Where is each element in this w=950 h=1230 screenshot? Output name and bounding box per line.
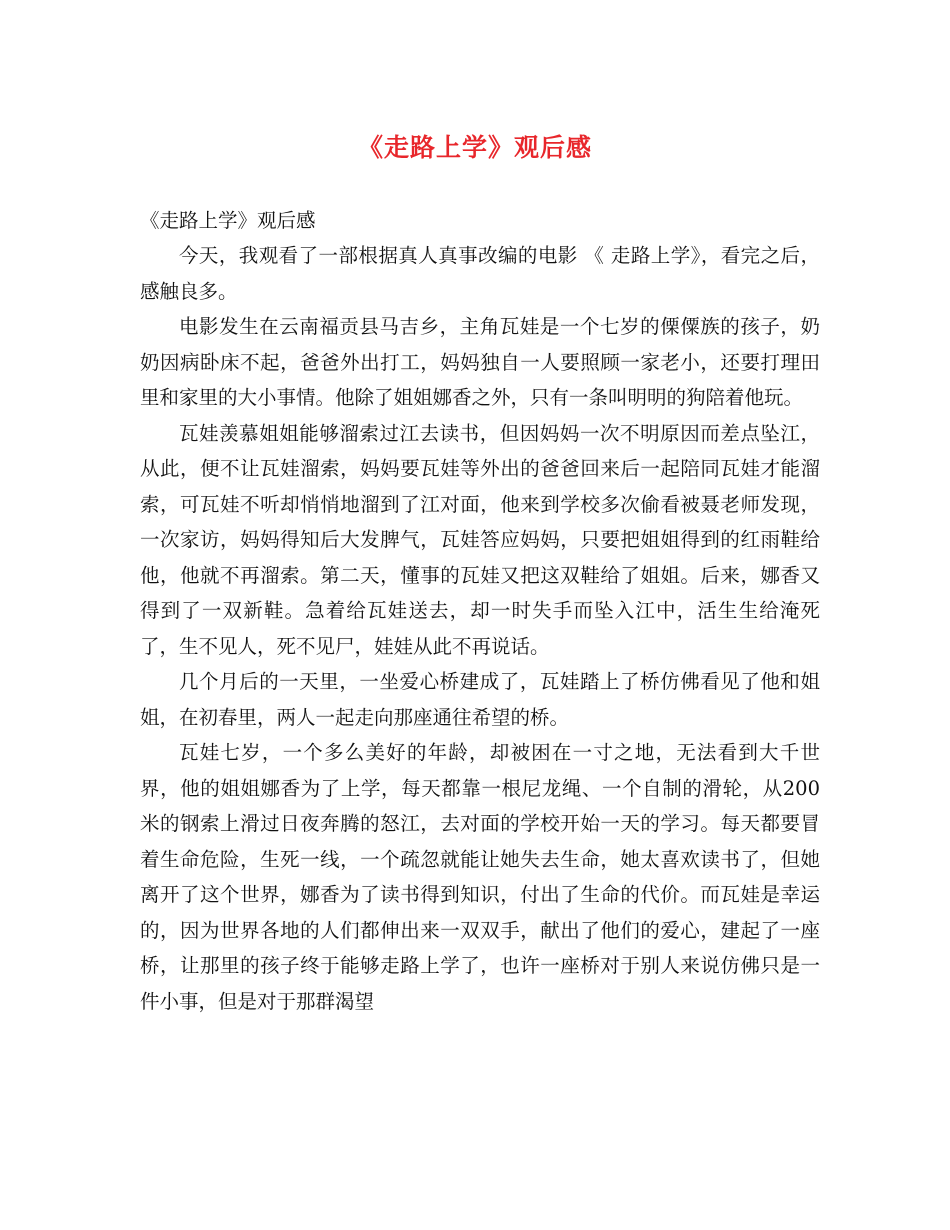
document-body bbox=[140, 206, 820, 1019]
paragraph-5: 瓦娃七岁，一个多么美好的年龄，却被困在一寸之地，无法看到大千世界，他的姐姐娜香为了上学，每天都靠一根尼龙绳、一个自制的滑轮，从200米的钢索上滑过日夜奔腾的怒江，去对面的学校开始一天的学习。每天都要冒着生命危险，生死一线，一个疏忽就能让她失去生命，她太喜欢读书了，但她离开了这个世界，娜香为了读书得到知识，付出了生命的代价。而瓦娃是幸运的，因为世界各地的人们都伸出来一双双手，献出了他们的爱心，建起了一座桥，让那里的孩子终于能够走路上学了，也许一座桥对于别人来说仿佛只是一件小事，但是对于那群渴望 bbox=[140, 741, 820, 1013]
paragraph-4: 几个月后的一天里，一坐爱心桥建成了，瓦娃踏上了桥仿佛看见了他和姐姐，在初春里，两人一起走向那座通往希望的桥。 bbox=[140, 670, 820, 729]
paragraph-1: 今天，我观看了一部根据真人真事改编的电影 《 走路上学》，看完之后，感触良多。 bbox=[140, 244, 820, 303]
document-title: 《走路上学》观后感 bbox=[357, 133, 592, 162]
paragraph-2: 电影发生在云南福贡县马吉乡，主角瓦娃是一个七岁的傈僳族的孩子，奶奶因病卧床不起，爸爸外出打工，妈妈独自一人要照顾一家老小，还要打理田里和家里的大小事情。他除了姐姐娜香之外，只有一条叫明明的狗陪着他玩。 bbox=[140, 315, 820, 409]
document-subtitle: 《走路上学》观后感 bbox=[140, 209, 316, 232]
paragraph-3: 瓦娃羡慕姐姐能够溜索过江去读书，但因妈妈一次不明原因而差点坠江，从此，便不让瓦娃溜索，妈妈要瓦娃等外出的爸爸回来后一起陪同瓦娃才能溜索，可瓦娃不听却悄悄地溜到了江对面，他来到学校多次偷看被聂老师发现，一次家访，妈妈得知后大发脾气，瓦娃答应妈妈，只要把姐姐得到的红雨鞋给他，他就不再溜索。第二天，懂事的瓦娃又把这双鞋给了姐姐。后来，娜香又得到了一双新鞋。急着给瓦娃送去，却一时失手而坠入江中，活生生给淹死了，生不见人，死不见尸，娃娃从此不再说话。 bbox=[140, 421, 820, 658]
